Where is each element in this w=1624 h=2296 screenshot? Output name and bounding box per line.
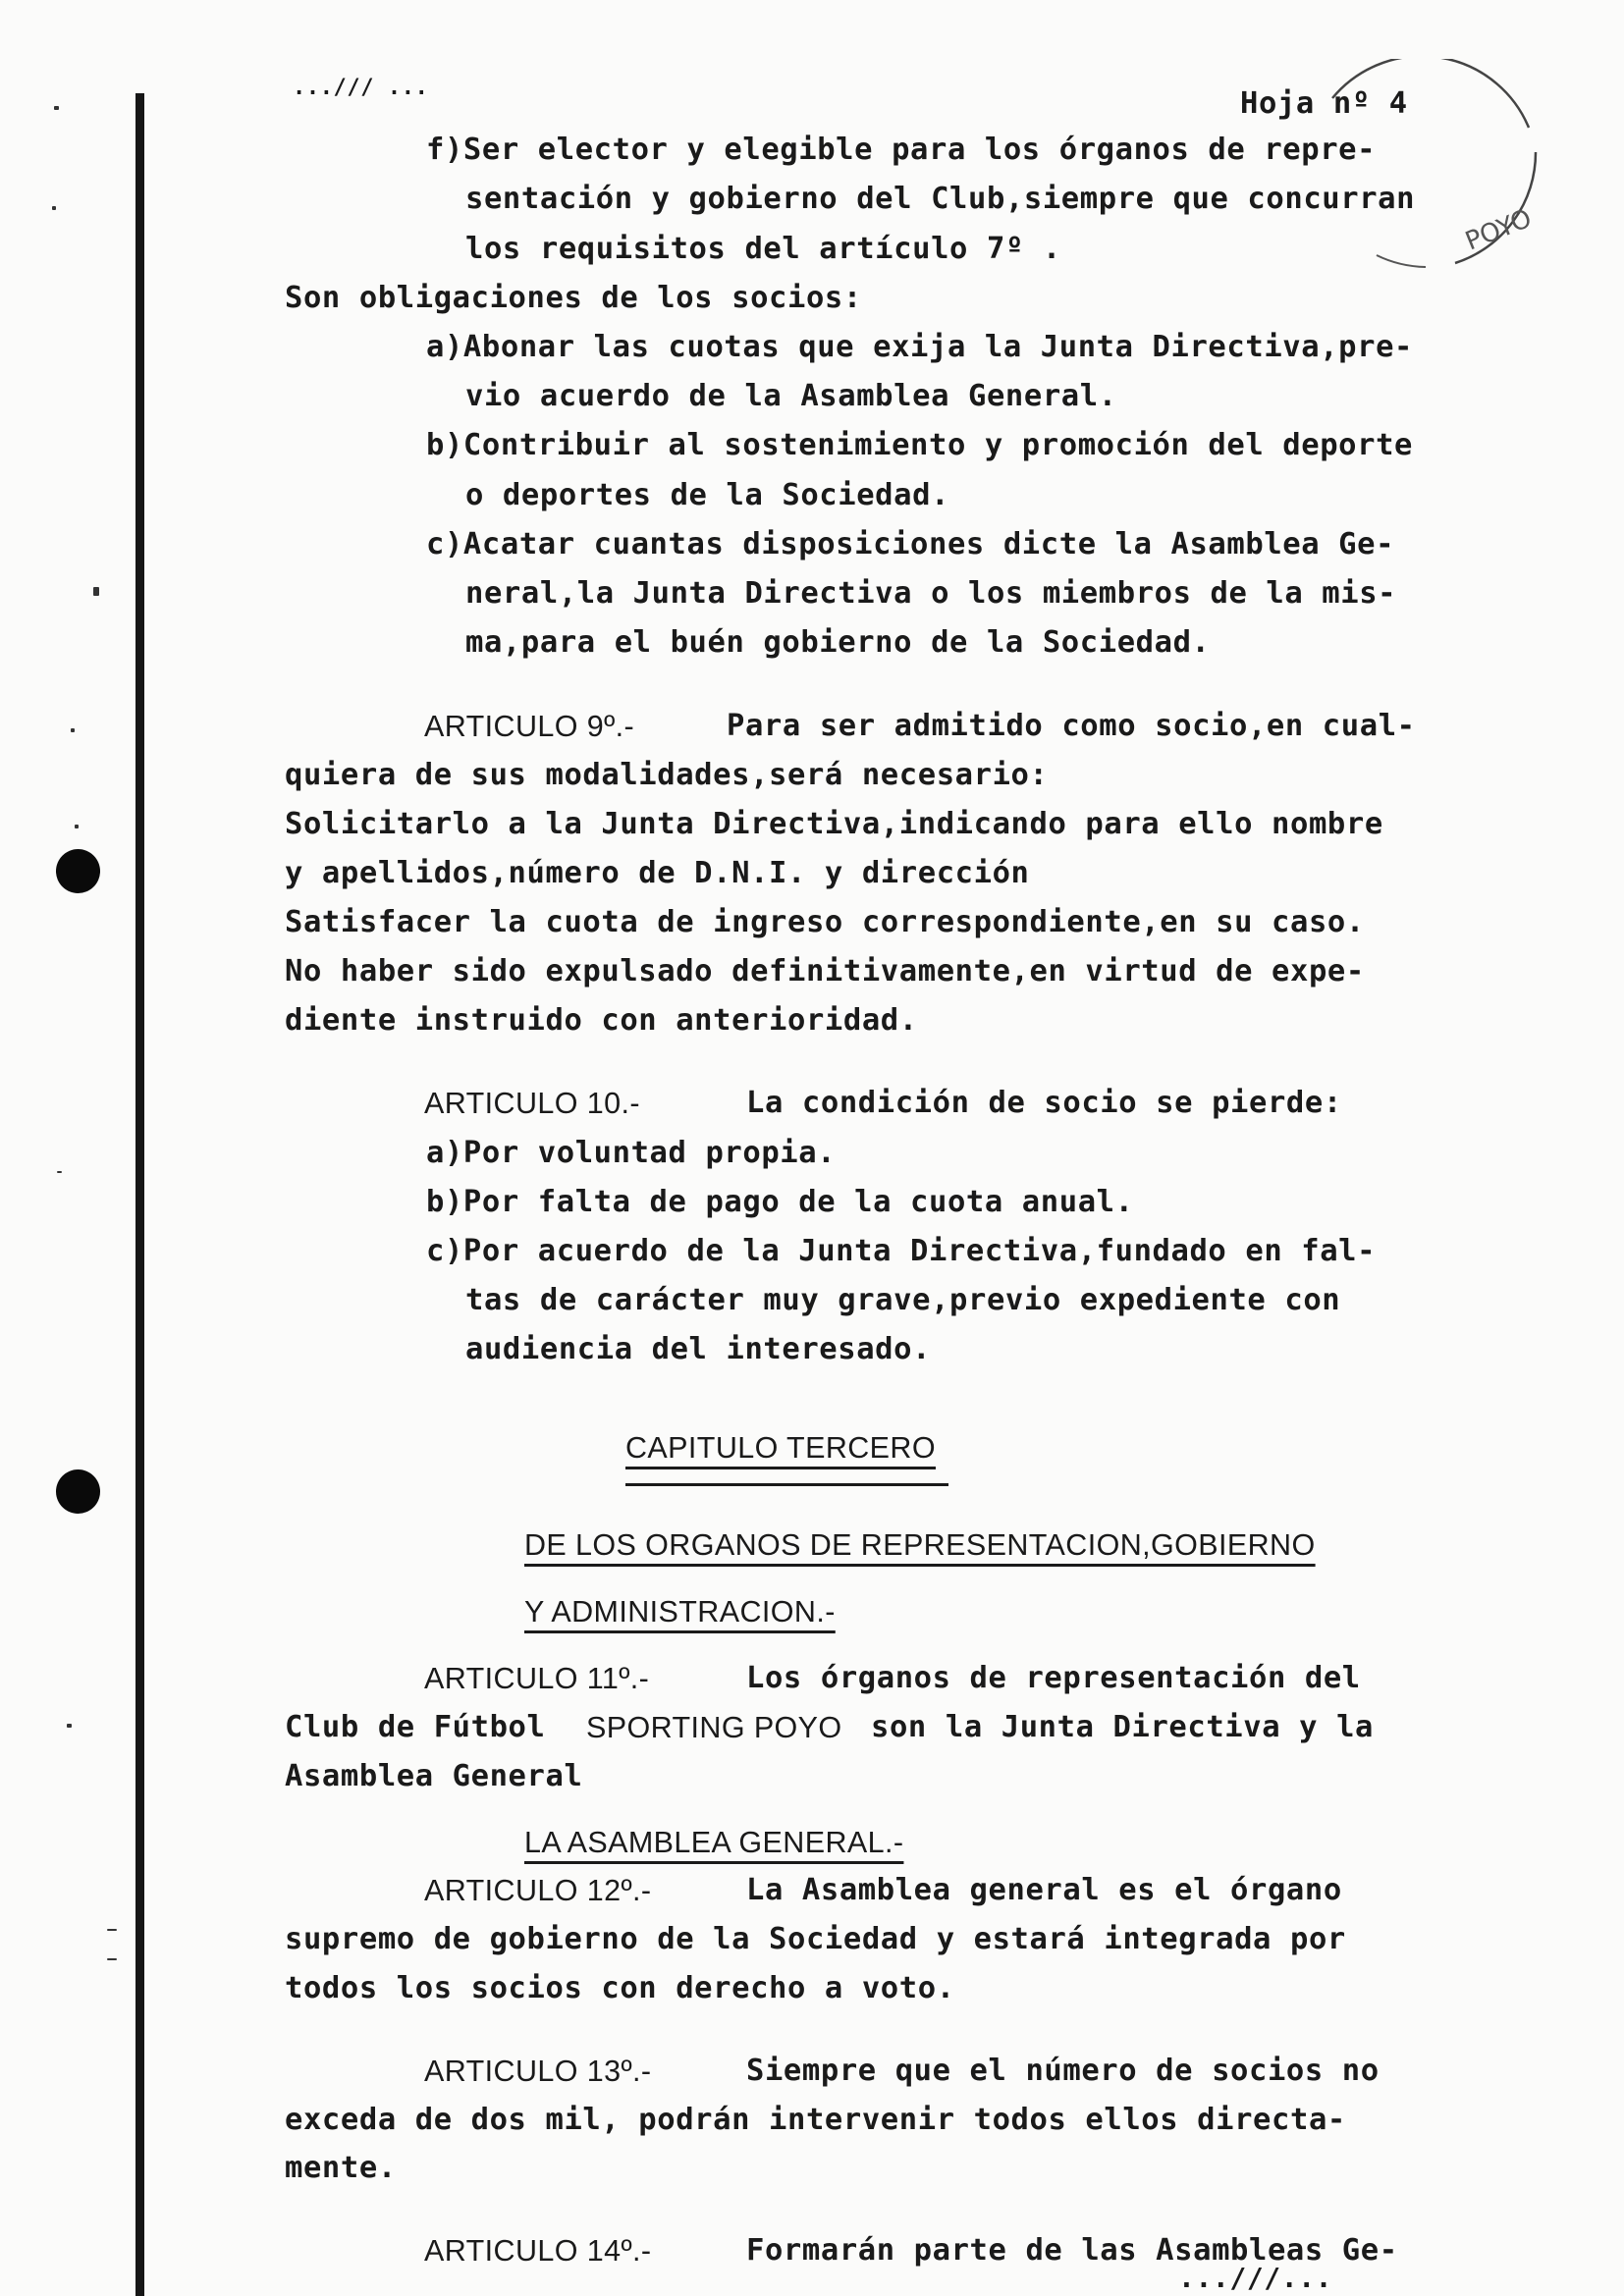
punch-hole-upper [56, 849, 100, 893]
text-line: Siempre que el número de socios no [746, 2054, 1380, 2088]
text-line: ma,para el buén gobierno de la Sociedad. [465, 625, 1211, 660]
punch-hole-lower [56, 1469, 100, 1514]
text-line: Son obligaciones de los socios: [285, 281, 862, 315]
text-line: a)Abonar las cuotas que exija la Junta Directiva,pre- [426, 330, 1414, 364]
text-line: mente. [285, 2151, 397, 2185]
article-11-heading: ARTICULO 11º.- [424, 1662, 650, 1695]
section-title: DE LOS ORGANOS DE REPRESENTACION,GOBIERNO [524, 1528, 1316, 1562]
text-line: f)Ser elector y elegible para los órganos de repre- [426, 133, 1377, 167]
text-line: La Asamblea general es el órgano [746, 1873, 1342, 1907]
text-line: y apellidos,número de D.N.I. y dirección [285, 856, 1030, 890]
text-line: c)Acatar cuantas disposiciones dicte la Asamblea Ge- [426, 527, 1395, 561]
scan-speck [67, 1724, 72, 1728]
text-line: los requisitos del artículo 7º . [465, 232, 1061, 266]
text-line: Formarán parte de las Asambleas Ge- [746, 2233, 1398, 2268]
scan-speck [52, 206, 56, 210]
continuation-mark-bottom: ...///... [1178, 2262, 1333, 2294]
scan-speck [107, 1958, 117, 1960]
scan-speck [71, 728, 75, 732]
text-line: Club de Fútbol [285, 1710, 546, 1744]
text-line: o deportes de la Sociedad. [465, 478, 950, 512]
section-title: LA ASAMBLEA GENERAL.- [524, 1826, 904, 1859]
article-10-heading: ARTICULO 10.- [424, 1087, 640, 1120]
text-line: vio acuerdo de la Asamblea General. [465, 379, 1117, 413]
text-line: a)Por voluntad propia. [426, 1136, 837, 1170]
text-line: sentación y gobierno del Club,siempre que concurran [465, 182, 1416, 216]
text-line: La condición de socio se pierde: [746, 1086, 1342, 1120]
text-line: neral,la Junta Directiva o los miembros de la mis- [465, 576, 1397, 611]
binder-edge-line [135, 93, 144, 2296]
article-14-heading: ARTICULO 14º.- [424, 2234, 652, 2268]
sheet-number: Hoja nº 4 [1240, 86, 1408, 121]
text-line: audiencia del interesado. [465, 1332, 932, 1366]
text-line: tas de carácter muy grave,previo expediente con [465, 1283, 1341, 1317]
text-line: supremo de gobierno de la Sociedad y estará integrada por [285, 1922, 1346, 1956]
club-name: SPORTING POYO [586, 1711, 842, 1744]
scan-speck [107, 1929, 117, 1931]
article-13-heading: ARTICULO 13º.- [424, 2055, 652, 2088]
text-line: c)Por acuerdo de la Junta Directiva,fundado en fal- [426, 1234, 1377, 1268]
text-line: Para ser admitido como socio,en cual- [727, 709, 1416, 743]
text-line: No haber sido expulsado definitivamente,en virtud de expe- [285, 954, 1365, 988]
text-line: exceda de dos mil, podrán intervenir todos ellos directa- [285, 2103, 1346, 2137]
double-underline [625, 1483, 948, 1486]
text-line: Satisfacer la cuota de ingreso correspondiente,en su caso. [285, 905, 1365, 939]
section-title-continued: Y ADMINISTRACION.- [524, 1595, 836, 1629]
text-line: todos los socios con derecho a voto. [285, 1971, 955, 2005]
text-line: Los órganos de representación del [746, 1661, 1361, 1695]
text-line: quiera de sus modalidades,será necesario: [285, 758, 1049, 792]
chapter-title: CAPITULO TERCERO [625, 1431, 936, 1465]
continuation-mark-top: .../// ... [293, 76, 429, 100]
scan-speck [57, 1171, 62, 1173]
text-line: Solicitarlo a la Junta Directiva,indicando para ello nombre [285, 807, 1383, 841]
text-line: son la Junta Directiva y la [871, 1710, 1374, 1744]
text-line: b)Contribuir al sostenimiento y promoción del deporte [426, 428, 1414, 462]
scan-speck [54, 106, 59, 110]
text-line: diente instruido con anterioridad. [285, 1003, 918, 1038]
text-line: Asamblea General [285, 1759, 583, 1793]
text-line: b)Por falta de pago de la cuota anual. [426, 1185, 1134, 1219]
scan-speck [75, 825, 79, 828]
seal-text: POYO [1461, 203, 1537, 257]
article-9-heading: ARTICULO 9º.- [424, 710, 635, 743]
scan-speck [93, 587, 99, 596]
article-12-heading: ARTICULO 12º.- [424, 1874, 652, 1907]
